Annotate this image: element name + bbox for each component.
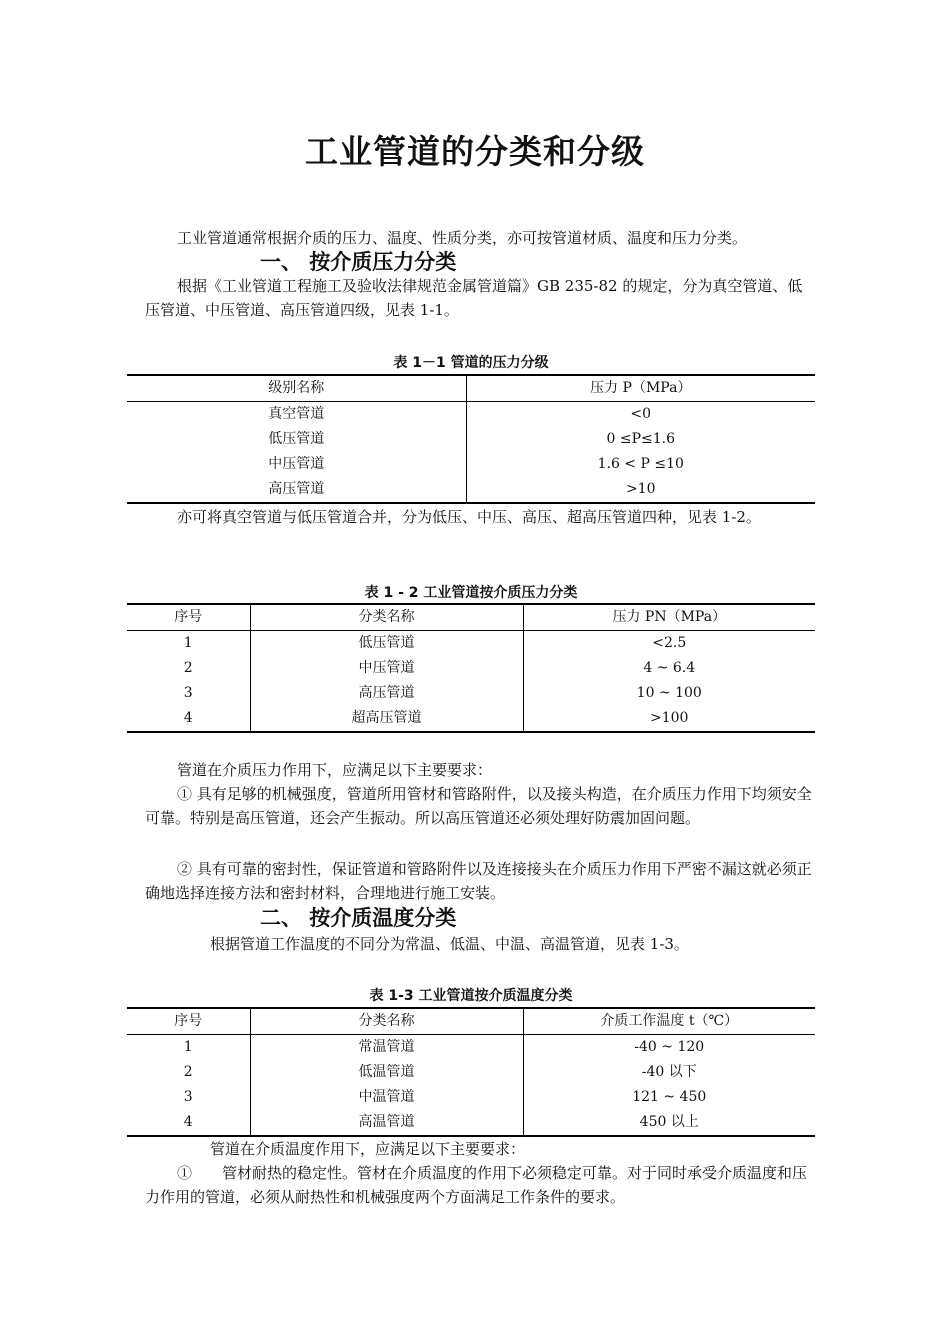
table-cell: 1 <box>127 1035 250 1061</box>
table-row <box>127 427 815 452</box>
table-header-row <box>127 604 815 631</box>
table-cell: 中压管道 <box>250 656 523 681</box>
column-header: 分类名称 <box>250 1008 523 1035</box>
section-temperature-paragraph: 根据管道工作温度的不同分为常温、低温、中温、高温管道，见表 1-3。 <box>210 935 689 953</box>
table-cell: 低压管道 <box>127 427 466 452</box>
column-header: 压力 PN（MPa） <box>523 604 815 631</box>
table-cell: 121 ~ 450 <box>632 1089 707 1105</box>
intro-paragraph: 工业管道通常根据介质的压力、温度、性质分类，亦可按管道材质、温度和压力分类。 <box>177 229 748 247</box>
temperature-requirements-lead: 管道在介质温度作用下，应满足以下主要要求： <box>210 1140 526 1158</box>
table-cell: 低压管道 <box>250 631 523 657</box>
column-header: 序号 <box>127 604 250 631</box>
section-heading-pressure: 一、 按介质压力分类 <box>260 249 457 274</box>
table-row <box>127 706 815 732</box>
table-cell: 2 <box>127 656 250 681</box>
table-row <box>127 1060 815 1085</box>
table-cell: 高压管道 <box>127 477 466 503</box>
table1-caption: 表 1－1 管道的压力分级 <box>393 355 549 371</box>
table-cell: -40 以下 <box>641 1064 697 1080</box>
table-cell: <0 <box>630 406 652 422</box>
table-cell: 4 <box>127 706 250 732</box>
table-row <box>127 1085 815 1110</box>
table-row <box>127 631 815 657</box>
table-row <box>127 656 815 681</box>
table-cell: >10 <box>466 477 815 503</box>
table-cell: 450 以上 <box>523 1110 815 1136</box>
table-cell: -40 ~ 120 <box>634 1039 705 1055</box>
column-header: 压力 P（MPa） <box>466 375 815 402</box>
table3-caption: 表 1-3 工业管道按介质温度分类 <box>369 988 573 1004</box>
pressure-requirement-1: ① 具有足够的机械强度，管道所用管材和管路附件，以及接头构造，在介质压力作用下均须安全可靠。特别是高压管道，还会产生振动。所以高压管道还必须处理好防震加固问题。 <box>145 785 812 827</box>
table2-caption: 表 1 - 2 工业管道按介质压力分类 <box>364 585 578 601</box>
table-cell: 低温管道 <box>250 1060 523 1085</box>
table-cell: 超高压管道 <box>250 706 523 732</box>
table-row <box>127 477 815 503</box>
document-title: 工业管道的分类和分级 <box>305 132 645 171</box>
table-cell: 高温管道 <box>250 1110 523 1136</box>
paragraph-after-table1: 亦可将真空管道与低压管道合并，分为低压、中压、高压、超高压管道四种，见表 1-2。 <box>177 508 761 526</box>
table-cell: 1 <box>127 631 250 657</box>
table-header-row <box>127 375 815 402</box>
table-cell: 4 <box>127 1110 250 1136</box>
table-cell: 3 <box>127 681 250 706</box>
temperature-requirement-1: ① 管材耐热的稳定性。管材在介质温度的作用下必须稳定可靠。对于同时承受介质温度和压力作用的管道，必须从耐热性和机械强度两个方面满足工作条件的要求。 <box>145 1164 808 1206</box>
table-row <box>127 681 815 706</box>
table-cell: 0 ≤P≤1.6 <box>606 431 675 447</box>
table-cell: 1.6 < P ≤10 <box>597 456 684 472</box>
column-header: 分类名称 <box>250 604 523 631</box>
table-cell: 2 <box>127 1060 250 1085</box>
table-row <box>127 452 815 477</box>
table-cell: 高压管道 <box>250 681 523 706</box>
column-header: 级别名称 <box>127 375 466 402</box>
table-row <box>127 1035 815 1061</box>
table-cell: >100 <box>523 706 815 732</box>
table-row <box>127 1110 815 1136</box>
table-cell: 真空管道 <box>127 402 466 428</box>
section-heading-temperature: 二、 按介质温度分类 <box>260 905 457 930</box>
temperature-classification-table <box>127 1007 815 1137</box>
table-cell: 10 ~ 100 <box>636 685 702 701</box>
table-cell: <2.5 <box>652 635 687 651</box>
section-pressure-paragraph: 根据《工业管道工程施工及验收法律规范金属管道篇》GB 235-82 的规定，分为真空管道、低压管道、中压管道、高压管道四级，见表 1-1。 <box>145 277 803 319</box>
table-cell: 中温管道 <box>250 1085 523 1110</box>
pressure-requirement-2: ② 具有可靠的密封性，保证管道和管路附件以及连接接头在介质压力作用下严密不漏这就必须正确地选择连接方法和密封材料，合理地进行施工安装。 <box>145 860 812 902</box>
pressure-requirements-lead: 管道在介质压力作用下，应满足以下主要要求： <box>177 761 493 779</box>
column-header: 序号 <box>127 1008 250 1035</box>
pressure-classification-table <box>127 603 815 733</box>
table-cell: 4 ~ 6.4 <box>643 660 696 676</box>
table-header-row <box>127 1008 815 1035</box>
pressure-grade-table <box>127 374 815 504</box>
table-cell: 常温管道 <box>250 1035 523 1061</box>
table-cell: 中压管道 <box>127 452 466 477</box>
table-row <box>127 402 815 428</box>
column-header: 介质工作温度 t（℃） <box>523 1008 815 1035</box>
table-cell: 3 <box>127 1085 250 1110</box>
